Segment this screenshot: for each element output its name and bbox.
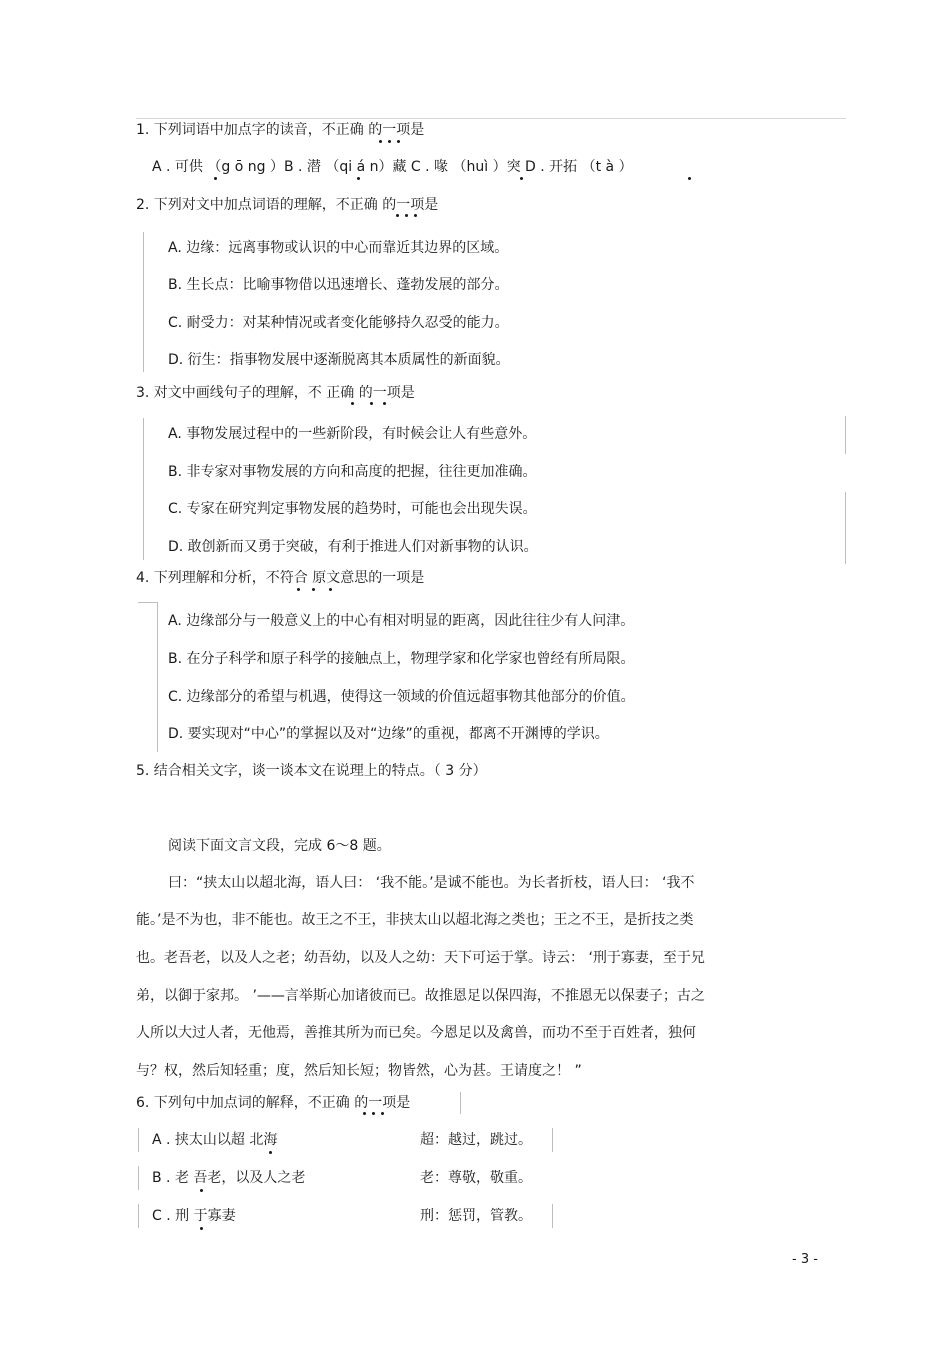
passage-line: 也。老吾老，以及人之老；幼吾幼，以及人之幼：天下可运于掌。诗云： ‘刑于寡妻，至于兄 — [136, 950, 705, 966]
q4-bracket — [157, 602, 158, 752]
top-rule — [136, 118, 846, 119]
q4-option-c: C. 边缘部分的希望与机遇，使得这一领域的价值远超事物其他部分的价值。 — [168, 689, 635, 705]
q6-row-bar-left — [138, 1204, 139, 1228]
passage-line: 曰：“挟太山以超北海，语人曰： ‘我不能。’是诚不能也。为长者折枝，语人曰： ‘我不 — [168, 875, 695, 891]
q3-right-bar — [845, 492, 846, 564]
q3-bracket — [143, 418, 144, 560]
q2-stem: 2. 下列对文中加点词语的理解，不正确 的一项是 — [136, 197, 439, 213]
q6-row-c-gloss: 刑：惩罚，管教。 — [420, 1208, 532, 1224]
q4-bracket-top — [138, 602, 158, 603]
passage-line: 与？权，然后知轻重；度，然后知长短；物皆然，心为甚。王请度之！ ” — [136, 1063, 582, 1079]
q2-option-d: D. 衍生：指事物发展中逐渐脱离其本质属性的新面貌。 — [168, 352, 510, 368]
q6-row-a-gloss: 超：越过，跳过。 — [420, 1132, 532, 1148]
q2-option-a: A. 边缘：远离事物或认识的中心而靠近其边界的区域。 — [168, 240, 509, 256]
q4-option-d: D. 要实现对“中心”的掌握以及对“边缘”的重视，都离不开渊博的学识。 — [168, 726, 609, 742]
page-number: - 3 - — [792, 1252, 818, 1267]
q5-stem: 5. 结合相关文字，谈一谈本文在说理上的特点。（ 3 分） — [136, 763, 487, 779]
q1-options: A . 可供 （g ō ng ）B . 潜 （qi á n）藏 C . 喙 （huì ）突 D . 开拓 （t à ） — [152, 159, 633, 175]
emphasis-dot — [214, 177, 217, 180]
emphasis-dot — [312, 588, 315, 591]
q4-option-a: A. 边缘部分与一般意义上的中心有相对明显的距离，因此往往少有人问津。 — [168, 613, 635, 629]
emphasis-dot — [269, 1151, 272, 1154]
q6-row-b-gloss: 老：尊敬，敬重。 — [420, 1170, 532, 1186]
q3-option-a: A. 事物发展过程中的一些新阶段，有时候会让人有些意外。 — [168, 426, 537, 442]
emphasis-dot — [688, 177, 691, 180]
emphasis-dot — [351, 402, 354, 405]
q6-row-bar-left — [138, 1166, 139, 1190]
q6-row-bar-left — [138, 1128, 139, 1152]
emphasis-dot — [388, 140, 391, 143]
emphasis-dot — [372, 1112, 375, 1115]
emphasis-dot — [357, 177, 360, 180]
emphasis-dot — [414, 214, 417, 217]
q3-right-bar — [845, 416, 846, 454]
emphasis-dot — [381, 1112, 384, 1115]
passage-line: 能。’是不为也，非不能也。故王之不王，非挟太山以超北海之类也；王之不王，是折技之类 — [136, 912, 694, 928]
q4-option-b: B. 在分子科学和原子科学的接触点上，物理学家和化学家也曾经有所局限。 — [168, 651, 635, 667]
passage-line: 弟，以御于家邦。 ’——言举斯心加诸彼而已。故推恩足以保四海，不推恩无以保妻子；古之 — [136, 988, 705, 1004]
emphasis-dot — [297, 588, 300, 591]
emphasis-dot — [200, 1189, 203, 1192]
q6-row-bar-right — [552, 1204, 553, 1228]
emphasis-dot — [397, 140, 400, 143]
emphasis-dot — [405, 214, 408, 217]
passage-line: 人所以大过人者，无他焉，善推其所为而已矣。今恩足以及禽兽，而功不至于百姓者，独何 — [136, 1025, 696, 1041]
emphasis-dot — [329, 588, 332, 591]
q3-option-b: B. 非专家对事物发展的方向和高度的把握，往往更加准确。 — [168, 464, 537, 480]
emphasis-dot — [379, 140, 382, 143]
q4-stem: 4. 下列理解和分析，不符合 原文意思的一项是 — [136, 570, 425, 586]
q6-row-b-label: B . 老 吾老，以及人之老 — [152, 1170, 306, 1186]
q2-option-c: C. 耐受力：对某种情况或者变化能够持久忍受的能力。 — [168, 315, 509, 331]
q3-option-c: C. 专家在研究判定事物发展的趋势时，可能也会出现失误。 — [168, 501, 537, 517]
q6-row-bar-right — [552, 1128, 553, 1152]
q6-row-a-label: A . 挟太山以超 北海 — [152, 1132, 278, 1148]
q6-row-c-label: C . 刑 于寡妻 — [152, 1208, 236, 1224]
emphasis-dot — [520, 177, 523, 180]
passage-intro: 阅读下面文言文段，完成 6～8 题。 — [168, 838, 391, 854]
emphasis-dot — [370, 402, 373, 405]
q6-stem: 6. 下列句中加点词的解释，不正确 的一项是 — [136, 1095, 411, 1111]
q1-stem: 1. 下列词语中加点字的读音，不正确 的一项是 — [136, 122, 425, 138]
emphasis-dot — [383, 402, 386, 405]
q3-option-d: D. 敢创新而又勇于突破，有利于推进人们对新事物的认识。 — [168, 539, 538, 555]
q2-bracket — [143, 232, 144, 372]
q6-stem-bar — [460, 1092, 461, 1114]
q3-stem: 3. 对文中画线句子的理解，不 正确 的一项是 — [136, 385, 415, 401]
emphasis-dot — [200, 1227, 203, 1230]
emphasis-dot — [363, 1112, 366, 1115]
emphasis-dot — [396, 214, 399, 217]
q2-option-b: B. 生长点：比喻事物借以迅速增长、蓬勃发展的部分。 — [168, 277, 509, 293]
